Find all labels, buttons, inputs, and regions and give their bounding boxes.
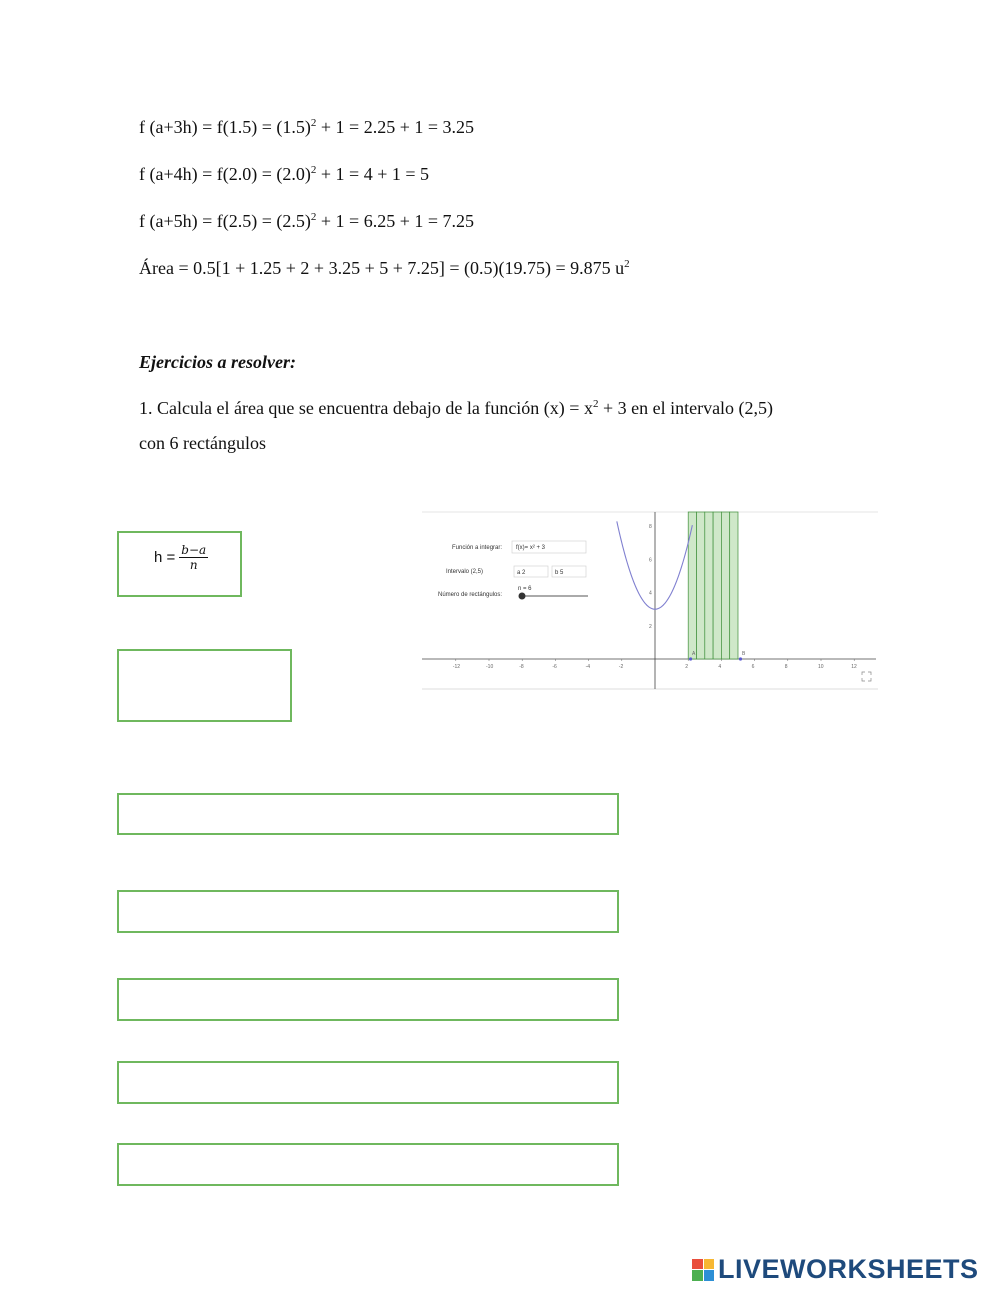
h-formula — [154, 543, 208, 572]
y-tick-label: 8 — [649, 524, 652, 531]
riemann-rectangle — [721, 512, 729, 659]
riemann-rectangle — [688, 512, 696, 659]
answer-box-4[interactable] — [117, 978, 619, 1021]
x-tick-label: -6 — [552, 664, 557, 670]
riemann-rectangle — [713, 512, 721, 659]
x-tick-label: 4 — [718, 664, 722, 670]
x-tick-label: 12 — [851, 664, 857, 670]
b-input-value: b 5 — [555, 570, 564, 576]
exponent: 2 — [310, 164, 317, 176]
point-a-label: A — [692, 651, 696, 657]
exercise-text: + 3 en el intervalo (2,5) — [598, 398, 774, 418]
geogebra-graph — [422, 497, 878, 691]
y-tick-label: 4 — [649, 590, 652, 597]
rectangles-slider-handle[interactable] — [519, 593, 526, 600]
y-tick-label: 2 — [649, 623, 652, 630]
x-tick-label: -12 — [452, 664, 461, 670]
h-label: h = — [154, 549, 176, 566]
riemann-rectangles — [688, 512, 738, 659]
exercise-1-line-2: con 6 rectángulos — [139, 433, 266, 453]
interval-label: Intervalo (2,5) — [446, 569, 484, 575]
riemann-rectangle — [705, 512, 713, 659]
y-tick-label: 6 — [649, 557, 652, 564]
function-label: Función a integrar: — [452, 545, 503, 551]
exercise-text: 1. Calcula el área que se encuentra debajo de la función (x) = x — [139, 398, 593, 418]
computation-text: + 1 = 6.25 + 1 = 7.25 — [316, 211, 475, 231]
exponent: 2 — [310, 211, 317, 223]
computation-text: f (a+4h) = f(2.0) = (2.0) — [139, 164, 311, 184]
point-b-label: B — [742, 651, 746, 657]
h-formula-box — [117, 531, 242, 597]
point-b[interactable] — [739, 657, 742, 660]
exercises-heading: Ejercicios a resolver: — [139, 352, 296, 372]
answer-box-1[interactable] — [117, 649, 292, 722]
x-tick-label: -8 — [519, 664, 524, 670]
riemann-rectangle — [730, 512, 738, 659]
riemann-rectangle — [697, 512, 705, 659]
computation-line-1 — [139, 117, 474, 138]
fraction-denominator: n — [189, 558, 198, 572]
fraction — [179, 543, 208, 572]
computation-line-2 — [139, 164, 429, 185]
liveworksheets-logo — [692, 1254, 979, 1285]
exponent: 2 — [592, 398, 599, 410]
exponent: 2 — [310, 117, 317, 129]
answer-box-3[interactable] — [117, 890, 619, 933]
x-tick-label: 8 — [784, 664, 788, 670]
exponent: 2 — [624, 258, 630, 270]
computation-text: + 1 = 4 + 1 = 5 — [316, 164, 430, 184]
a-input-value: a 2 — [517, 570, 526, 576]
liveworksheets-logo-text: LIVEWORKSHEETS — [718, 1254, 979, 1284]
rectangles-label: Número de rectángulos: — [438, 592, 503, 598]
x-tick-label: -10 — [486, 664, 494, 670]
computation-text: + 1 = 2.25 + 1 = 3.25 — [316, 117, 475, 137]
x-tick-label: 6 — [751, 664, 755, 670]
liveworksheets-logo-icon — [692, 1259, 714, 1281]
answer-box-5[interactable] — [117, 1061, 619, 1104]
computation-line-3 — [139, 211, 474, 232]
area-result-line — [139, 258, 630, 279]
answer-box-2[interactable] — [117, 793, 619, 835]
area-text: Área = 0.5[1 + 1.25 + 2 + 3.25 + 5 + 7.25] = (0.5)(19.75) = 9.875 u — [139, 258, 625, 278]
x-tick-label: -2 — [618, 664, 624, 670]
x-tick-label: 10 — [818, 664, 824, 670]
fraction-numerator: b−a — [181, 543, 207, 557]
point-a[interactable] — [689, 657, 692, 660]
computation-text: f (a+5h) = f(2.5) = (2.5) — [139, 211, 311, 231]
computation-text: f (a+3h) = f(1.5) = (1.5) — [139, 117, 311, 137]
x-tick-label: 2 — [685, 664, 688, 670]
function-input-value: f(x)= x² + 3 — [516, 545, 546, 551]
exercise-1-line-1 — [139, 398, 773, 419]
answer-box-6[interactable] — [117, 1143, 619, 1186]
x-tick-label: -4 — [585, 664, 591, 670]
n-value: n = 6 — [518, 586, 532, 592]
